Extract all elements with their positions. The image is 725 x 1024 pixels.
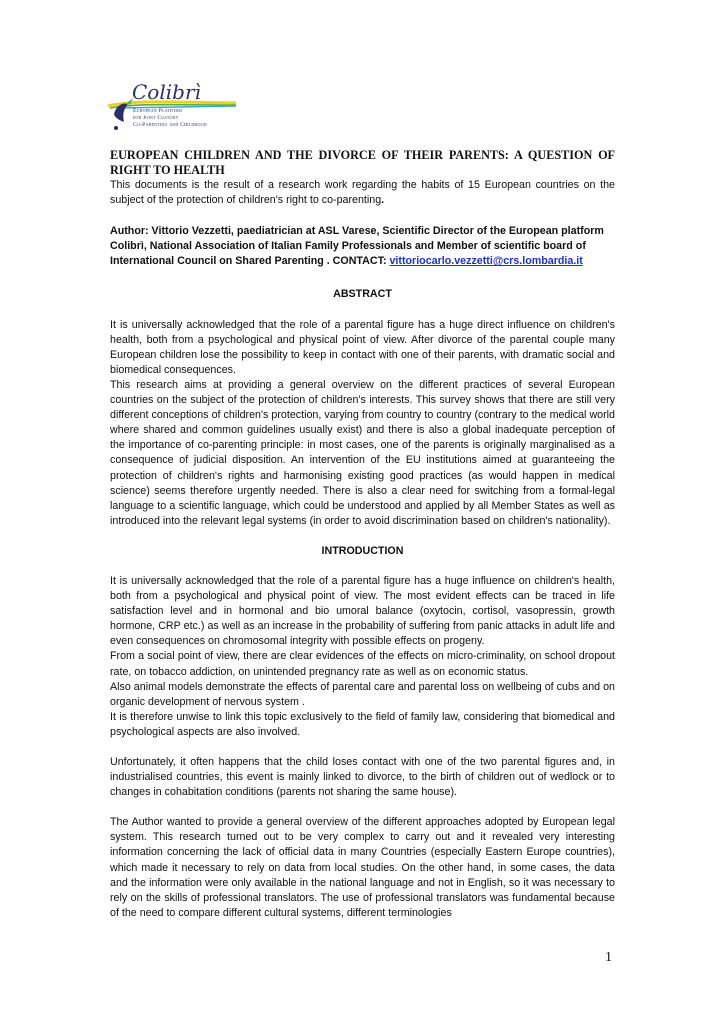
abstract-heading: ABSTRACT [333, 288, 392, 301]
author-block [110, 224, 615, 269]
intro-statement [110, 178, 615, 208]
introduction-heading: INTRODUCTION [321, 544, 404, 557]
logo-tagline-line: European Platform [133, 108, 183, 114]
introduction-paragraph: From a social point of view, there are clear evidences of the effects on micro-criminality, on school dropout rate, on tobacco addiction, on unintended pregnancy rate as well as on economic status. [110, 650, 615, 678]
introduction-paragraph: The Author wanted to provide a general overview of the different approaches adopted by European legal system. This research turned out to be very complex to carry out and it revealed very interesting information concerning the lack of official data in many Countries (especially Eastern Europe countries), which made it necessary to rely on data from local studies. On the other hand, in some cases, the data and the information were only available in the national language and not in English, so it was necessary to rely on the skills of professional translators. The use of professional translators was fundamental because of the need to compare different cultural systems, different terminologies [110, 816, 615, 919]
document-title: EUROPEAN CHILDREN AND THE DIVORCE OF THEIR PARENTS: A QUESTION OF RIGHT TO HEALTH [110, 148, 615, 177]
logo-tagline-line: Co-Parenting and Childhood [133, 122, 207, 129]
introduction-paragraph: Also animal models demonstrate the effects of parental care and parental loss on wellbeing of cubs and on organic development of nervous system . [110, 680, 615, 708]
page-number: 1 [605, 950, 612, 965]
introduction-paragraph: It is therefore unwise to link this topic exclusively to the field of family law, considering that biomedical and psychological aspects are also involved. [110, 710, 615, 738]
logo-wordmark: Colibrì [132, 80, 201, 104]
introduction-paragraph: It is universally acknowledged that the role of a parental figure has a huge influence on children's health, both from a psychological and physical point of view. The most evident effects can be traced in life satisfaction level and in hormonal and bio umoral balance (oxytocin, cortisol, vasopressin, growth hormone, CRP etc.) as well as an increase in the probability of suffering from panic attacks in adult life and even consequences on chromosomal integrity with possible effects on progeny. [110, 574, 615, 648]
abstract-paragraph: It is universally acknowledged that the role of a parental figure has a huge direct influence on children's health, both from a psychological and physical point of view. After divorce of the parental couple many European children lose the possibility to keep in contact with one of their parents, with dramatic social and biomedical consequences. [110, 318, 615, 376]
document-body [110, 148, 615, 921]
colibri-logo [106, 80, 241, 136]
introduction-paragraph: Unfortunately, it often happens that the child loses contact with one of the two parental figures and, in industrialised countries, this event is mainly linked to divorce, to the birth of children out of wedlock or to changes in cohabitation conditions (parents not sharing the same house). [110, 756, 615, 799]
logo-tagline [133, 108, 207, 130]
logo-tagline-line: for Joint Custody [133, 115, 179, 122]
abstract-paragraph: This research aims at providing a general overview on the different practices of several European countries on the subject of the protection of children's interests. This survey shows that there are still very different conceptions of children's protection, varying from country to country (contrary to the medical world where shared and common guidelines usually exist) and there is also a global inadequate perception of the importance of co-parenting principle: in most cases, one of the parents is originally marginalised as a consequence of judicial disposition. An intervention of the EU institutions aimed at guaranteeing the protection of children's rights and harmonising existing good practices (as would happen in medical science) seems therefore urgently needed. There is also a clear need for switching from a formal-legal language to a scientific language, which could be understood and applied by all Member States as well as introduced into the relevant legal systems (in order to avoid discrimination based on children's nationality). [110, 378, 615, 527]
intro-statement-text: This documents is the result of a research work regarding the habits of 15 European countries on the subject of the protection of children's right to co-parenting [110, 179, 615, 207]
author-text: Author: Vittorio Vezzetti, paediatrician at ASL Varese, Scientific Director of the European platform Colibrì, National Association of Italian Family Professionals and Member of scientific board of International Council on Shared Parenting . CONTACT: [110, 225, 604, 268]
contact-email-link[interactable]: vittoriocarlo.vezzetti@crs.lombardia.it [389, 255, 583, 268]
intro-statement-end: . [381, 194, 385, 207]
